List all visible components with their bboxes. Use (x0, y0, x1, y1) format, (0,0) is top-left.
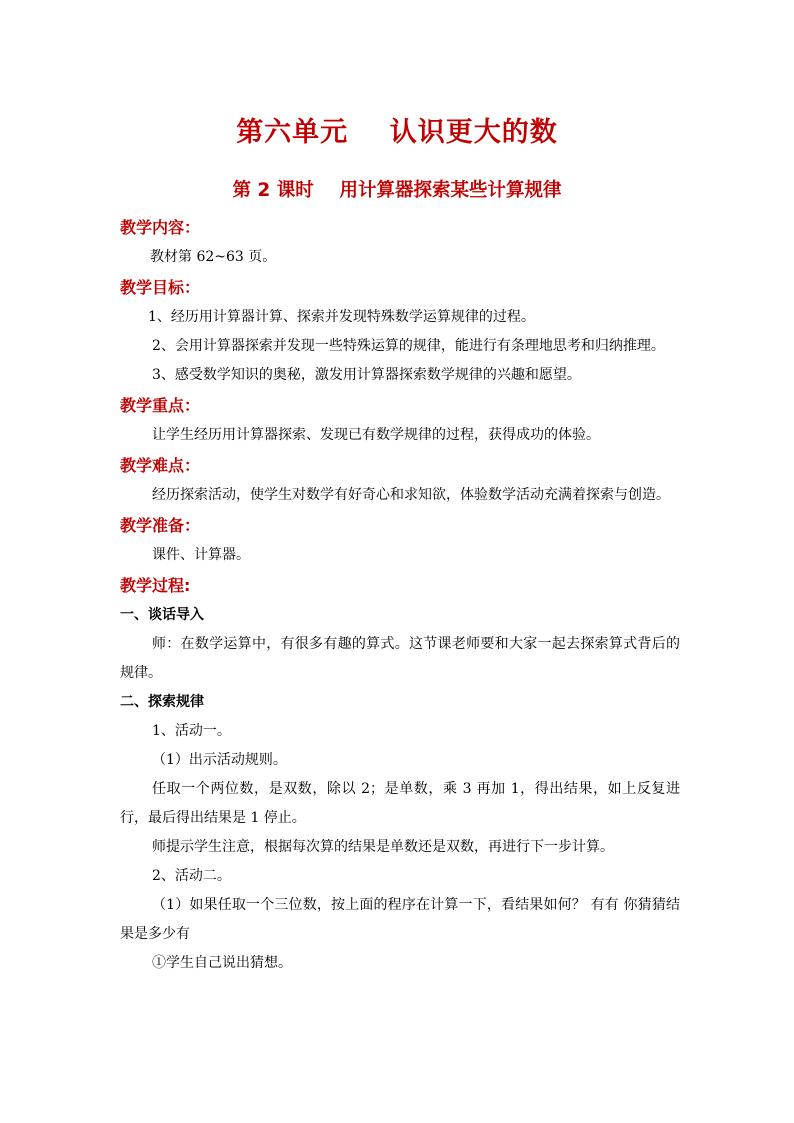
activity-hint: 师提示学生注意，根据每次算的结果是单数还是双数，再进行下一步计算。 (152, 839, 614, 855)
goal-item: 2、会用计算器探索并发现一些特殊运算的规律，能进行有条理地思考和归纳推理。 (152, 338, 665, 354)
key-points-heading: 教学重点： (120, 396, 201, 415)
content-heading: 教学内容： (120, 218, 201, 237)
preparation-text: 课件、计算器。 (152, 547, 250, 563)
key-points-text: 让学生经历用计算器探索、发现已有数学规律的过程，获得成功的体验。 (152, 427, 600, 443)
goal-item: 1、经历用计算器计算、探索并发现特殊数学运算规律的过程。 (148, 309, 535, 325)
activity-answer: ①学生自己说出猜想。 (152, 955, 292, 971)
difficulty-text: 经历探索活动，使学生对数学有好奇心和求知欲，体验数学活动充满着探索与创造。 (152, 487, 670, 503)
activity-rule: （1）出示活动规则。 (152, 752, 287, 768)
step-heading: 二、探索规律 (120, 694, 204, 710)
activity-title: 2、活动二。 (152, 868, 231, 884)
goal-item: 3、感受数学知识的奥秘，激发用计算器探索数学规律的兴趣和愿望。 (152, 367, 581, 383)
lesson-content (120, 212, 680, 978)
activity-title: 1、活动一。 (152, 723, 231, 739)
preparation-heading: 教学准备： (120, 516, 201, 535)
goals-heading: 教学目标： (120, 278, 201, 297)
step-heading: 一、谈话导入 (120, 607, 204, 623)
difficulty-heading: 教学难点： (120, 456, 201, 475)
step-text: 师：在数学运算中，有很多有趣的算式。这节课老师要和大家一起去探索算式背后的规律。 (120, 636, 680, 681)
activity-question: （1）如果任取一个三位数，按上面的程序在计算一下，看结果如何？ 有有 你猜猜结果是多少有 (120, 897, 680, 942)
lesson-subtitle: 第 2 课时 用计算器探索某些计算规律 (232, 180, 562, 201)
unit-title: 第六单元 认识更大的数 (236, 117, 558, 148)
activity-text: 任取一个两位数，是双数，除以 2；是单数，乘 3 再加 1，得出结果，如上反复进行，最后得出结果是 1 停止。 (120, 781, 680, 826)
process-heading: 教学过程: (120, 576, 191, 595)
content-text: 教材第 62~63 页。 (150, 249, 277, 265)
